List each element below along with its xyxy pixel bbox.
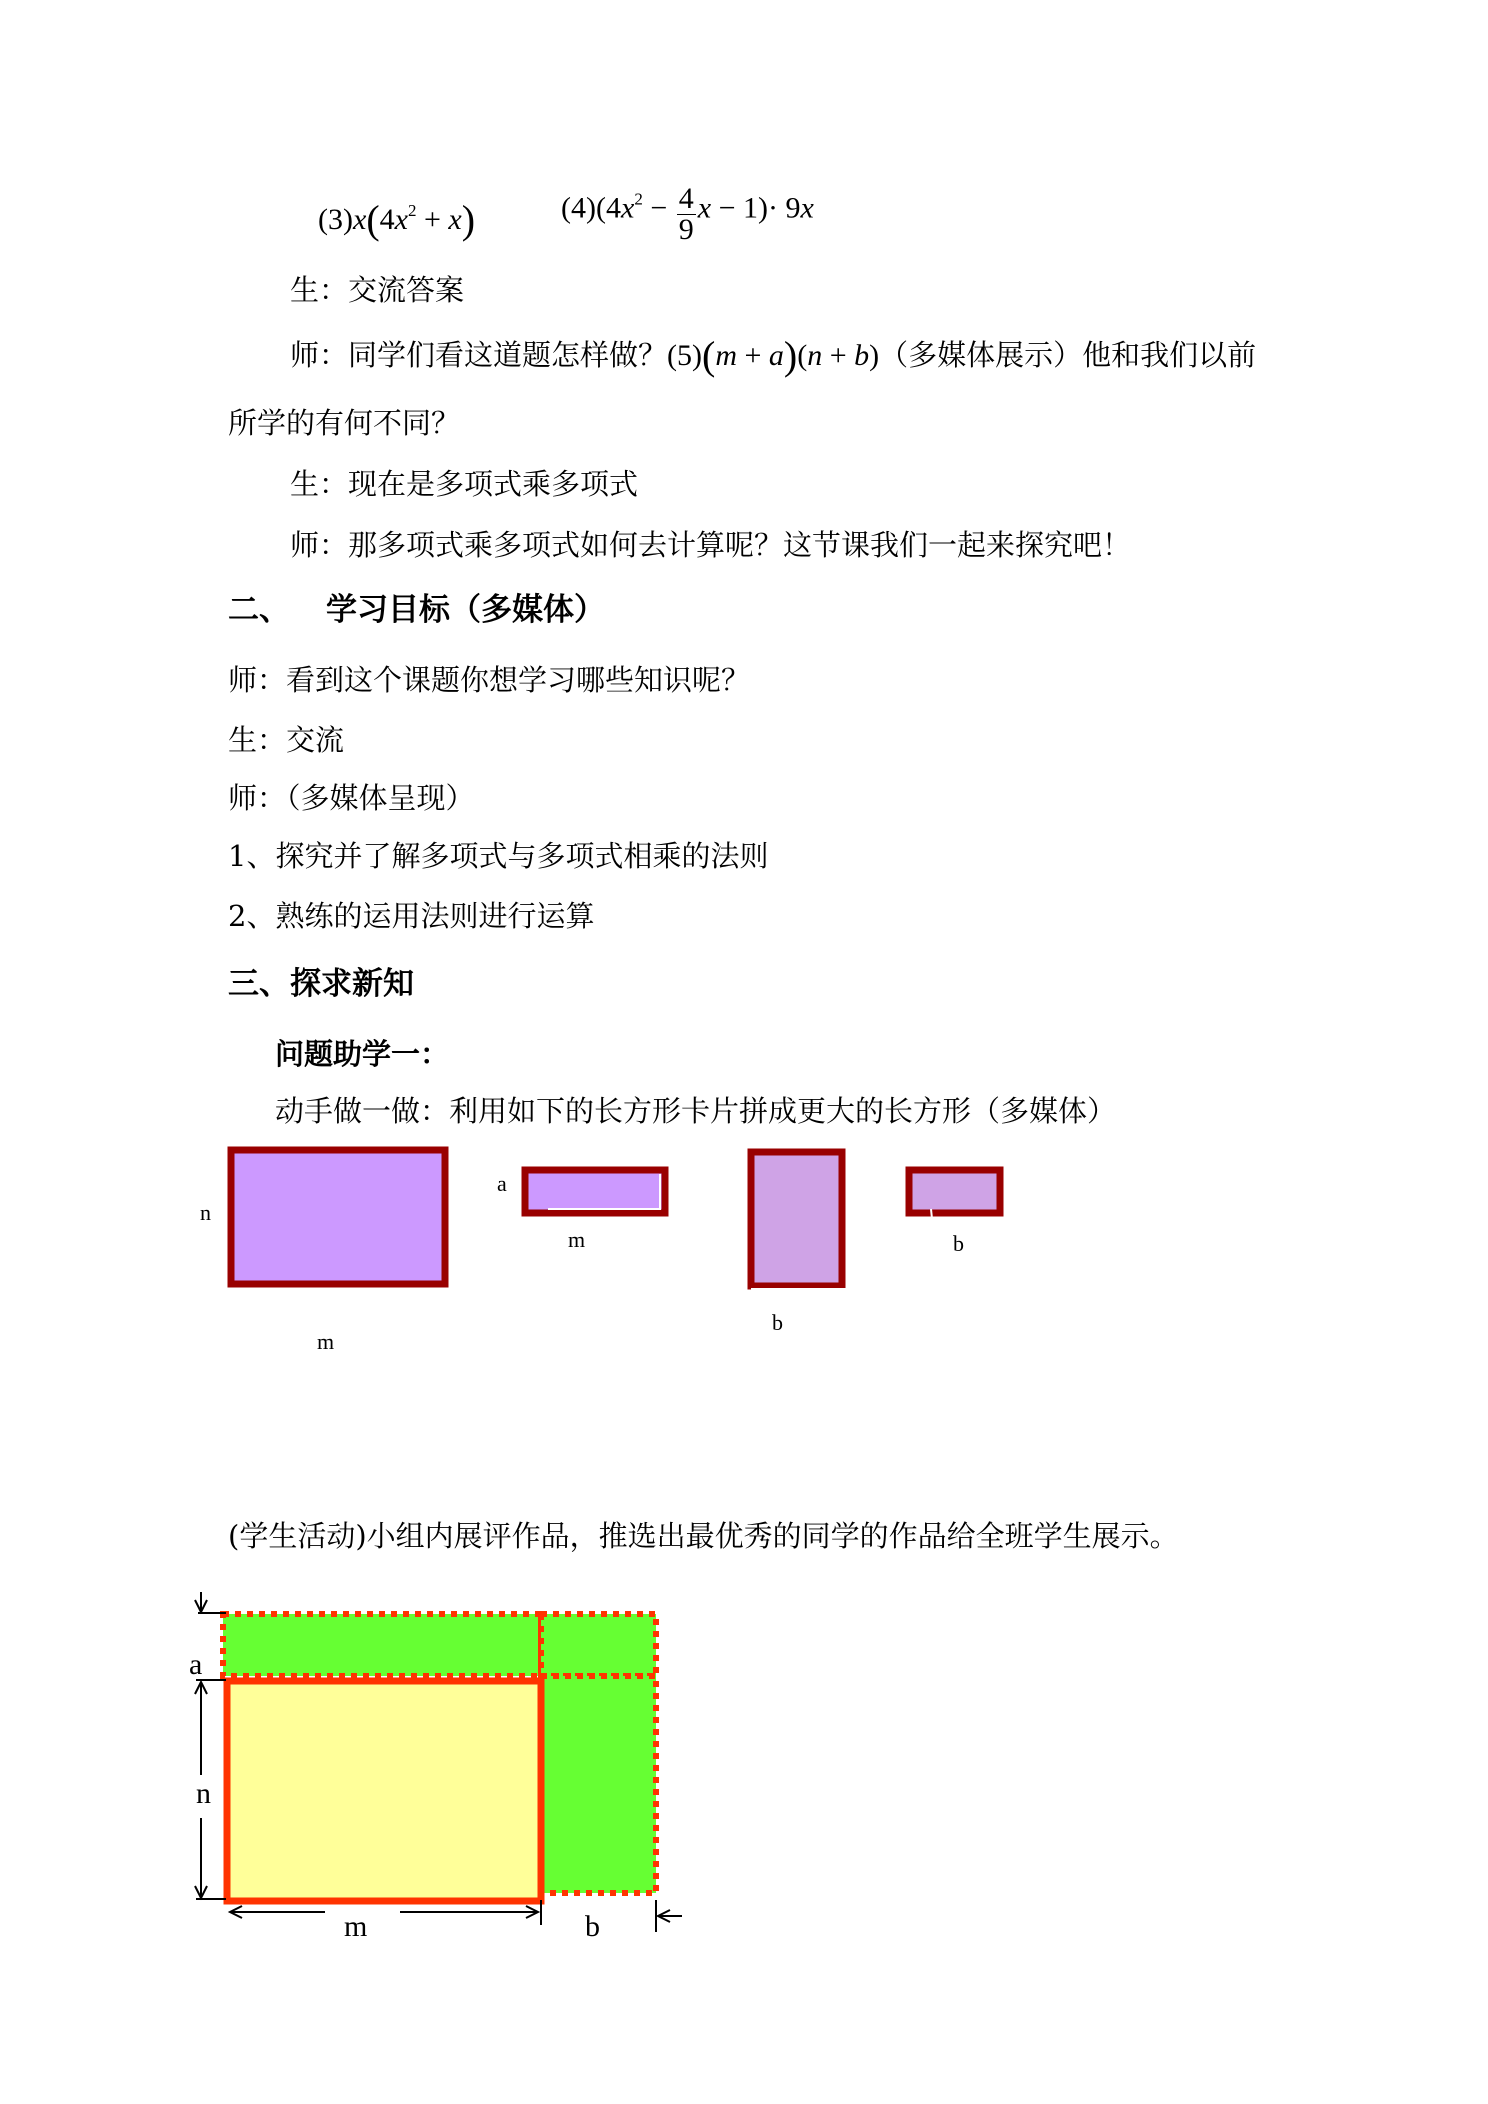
variable: m	[715, 339, 737, 372]
paren: (	[702, 333, 716, 378]
card-m-by-n	[231, 1150, 445, 1284]
card1-bottom-label: m	[317, 1329, 335, 1354]
teacher-question-text: 师：同学们看这道题怎样做？	[290, 338, 668, 372]
card2-side-label: a	[497, 1171, 507, 1196]
learning-goal-1: 1、探究并了解多项式与多项式相乘的法则	[228, 839, 769, 873]
paren: (	[595, 191, 606, 225]
denominator: 9	[678, 213, 694, 246]
coefficient: 9	[785, 191, 801, 225]
composite-label-m: m	[344, 1910, 368, 1943]
paren: )	[461, 197, 476, 242]
hands-on-task: 动手做一做：利用如下的长方形卡片拼成更大的长方形（多媒体）	[275, 1094, 1117, 1128]
teacher-intro-line: 师：那多项式乘多项式如何去计算呢？这节课我们一起来探究吧！	[290, 528, 1132, 562]
section-3-heading: 三、探求新知	[228, 966, 414, 1002]
exponent: 2	[407, 201, 417, 220]
dimension-a-arrowhead	[195, 1600, 207, 1612]
student-answer-line: 生：现在是多项式乘多项式	[290, 467, 639, 501]
card3-bottom-label: b	[772, 1310, 783, 1335]
area-a-by-m	[223, 1614, 541, 1676]
teacher-question-text: （多媒体展示）他和我们以前	[879, 338, 1257, 372]
teacher-question-line	[290, 333, 1257, 378]
heading-text: 学习目标（多媒体）	[326, 592, 605, 628]
variable: x	[448, 203, 462, 236]
composite-label-n: n	[196, 1777, 211, 1810]
exercise-4	[561, 180, 814, 246]
exercise-3	[318, 196, 475, 243]
constant: 1	[742, 191, 758, 225]
card1-side-label: n	[200, 1200, 211, 1225]
variable: b	[854, 339, 870, 372]
card2-bottom-label: m	[568, 1227, 586, 1252]
paren: (	[366, 197, 380, 242]
exponent: 2	[634, 189, 643, 209]
exercise-number: (5)	[667, 339, 702, 372]
paren: )	[783, 333, 798, 378]
variable: x	[394, 203, 408, 236]
exercise-5	[667, 333, 880, 378]
student-exchange-line: 生：交流答案	[290, 273, 465, 307]
card-b-by-n	[751, 1152, 842, 1286]
variable: x	[352, 203, 367, 236]
card-b-by-a	[909, 1170, 1000, 1213]
card-m-by-a-highlight	[548, 1174, 660, 1209]
dimension-n-arrowhead-bottom	[195, 1886, 207, 1898]
heading-number: 二、	[228, 592, 290, 628]
card4-bottom-label: b	[953, 1231, 964, 1256]
learning-goal-2: 2、熟练的运用法则进行运算	[228, 899, 595, 933]
numerator: 4	[678, 182, 694, 215]
area-a-by-b	[541, 1614, 656, 1676]
composite-label-a: a	[189, 1648, 203, 1681]
exercise-number: (3)	[318, 203, 353, 236]
variable: x	[800, 191, 814, 225]
operator: +	[423, 203, 441, 236]
dimension-m-arrowhead-left	[230, 1906, 242, 1918]
variable: a	[768, 339, 784, 372]
problem-help-heading: 问题助学一：	[275, 1037, 450, 1071]
paren: )	[757, 191, 768, 225]
card-m-by-a	[525, 1170, 665, 1213]
area-m-by-n	[227, 1681, 541, 1901]
student-activity-line: (学生活动)小组内展评作品，推选出最优秀的同学的作品给全班学生展示。	[228, 1519, 1179, 1553]
operator: ·	[767, 191, 778, 225]
coefficient: 4	[605, 191, 621, 225]
dimension-b-arrowhead	[658, 1910, 670, 1922]
section-2-heading	[228, 590, 605, 630]
operator: +	[829, 339, 847, 372]
paren: (	[797, 339, 808, 372]
teacher-topic-question: 师：看到这个课题你想学习哪些知识呢？	[228, 663, 751, 697]
coefficient: 4	[379, 203, 395, 236]
teacher-question-continued: 所学的有何不同？	[228, 406, 461, 440]
exercise-number: (4)	[561, 191, 596, 225]
operator: −	[718, 191, 736, 225]
variable: x	[620, 191, 635, 225]
teacher-present: 师：（多媒体呈现）	[228, 781, 475, 815]
variable: x	[697, 191, 712, 225]
operator: −	[650, 191, 668, 225]
paren: )	[869, 339, 880, 372]
dimension-n-arrowhead-top	[195, 1682, 207, 1694]
operator: +	[744, 339, 762, 372]
student-exchange: 生：交流	[228, 723, 345, 757]
dimension-m-arrowhead-right	[526, 1906, 538, 1918]
area-b-by-n	[541, 1676, 656, 1893]
card-b-by-a-highlight	[931, 1209, 932, 1219]
fraction	[677, 184, 696, 245]
variable: n	[807, 339, 823, 372]
composite-label-b: b	[585, 1910, 600, 1943]
